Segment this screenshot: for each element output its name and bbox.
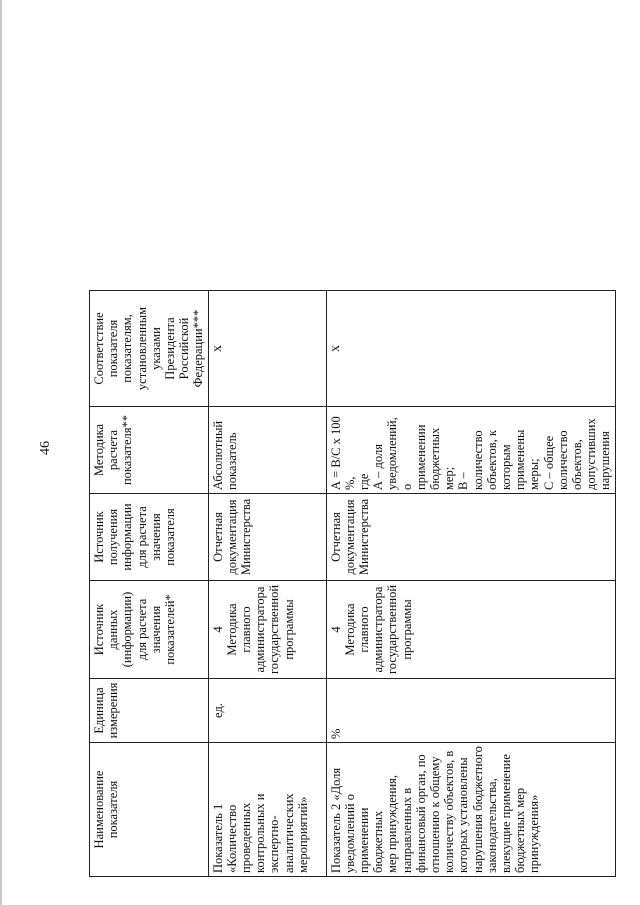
cell-line: 4: [210, 626, 225, 633]
cell-line: С – общее количество: [541, 430, 570, 490]
cell-line: В – количество: [456, 430, 485, 490]
cell-line: Федерации***: [191, 309, 206, 388]
cell-line: Единица: [92, 687, 106, 734]
cell-line: Министерства: [357, 498, 372, 576]
cell-line: влекущие применение: [499, 754, 514, 873]
row-2-info-source: [326, 494, 615, 581]
row-1-method: [208, 407, 326, 494]
cell-line: администратора: [253, 586, 268, 673]
cell-line: направленных в: [399, 787, 414, 873]
row-1-info-source: [208, 494, 326, 581]
cell-line: принуждения»: [527, 794, 542, 873]
cell-line: установленным: [134, 306, 149, 391]
cell-line: отношению к общему: [428, 756, 443, 873]
cell-line: применены меры;: [513, 429, 542, 490]
cell-line: для расчета: [134, 598, 149, 661]
row-1-compliance: х: [208, 291, 326, 407]
cell-line: А = В/С х 100 %,: [328, 416, 357, 490]
cell-line: получения: [106, 508, 121, 566]
page-left-edge: [0, 0, 2, 905]
cell-line: показателя: [106, 319, 121, 378]
row-2-compliance: х: [326, 291, 615, 407]
cell-line: показателей*: [163, 594, 178, 665]
cell-line: информации: [120, 503, 135, 571]
cell-line: Наименование: [92, 770, 106, 849]
table-row: [208, 33, 326, 877]
cell-line: документация: [224, 499, 239, 575]
cell-line: показателя: [163, 508, 178, 566]
cell-line: государственной: [385, 584, 400, 675]
cell-line: Министерства: [239, 498, 254, 576]
cell-line: Президента: [163, 317, 178, 380]
cell-line: применении бюджетных: [357, 807, 386, 873]
cell-line: указами: [148, 327, 163, 370]
indicators-table: [89, 32, 616, 877]
cell-line: значения: [148, 513, 163, 561]
header-unit: [90, 679, 209, 743]
cell-line: Источник: [92, 511, 106, 563]
cell-line: главного: [239, 606, 254, 653]
cell-line: нарушения: [598, 431, 613, 490]
cell-line: Показатель 1: [210, 803, 225, 873]
cell-line: измерения: [106, 682, 121, 739]
cell-line: Методика: [342, 603, 357, 656]
cell-line: значения: [148, 605, 163, 654]
cell-line: расчета показателя**: [106, 414, 135, 486]
table-row: [326, 33, 615, 877]
header-compliance: [90, 291, 209, 407]
cell-line: государственной: [267, 584, 282, 675]
cell-line: мероприятий»: [295, 796, 310, 873]
row-1-name: [208, 743, 326, 877]
cell-line: Методика: [92, 423, 106, 477]
row-2-method: [326, 407, 615, 494]
cell-line: аналитических: [281, 793, 296, 873]
rotated-table-container: [89, 32, 613, 877]
header-method: [90, 407, 209, 494]
cell-line: объектов, к которым: [484, 430, 514, 490]
row-1-data-source: [208, 581, 326, 679]
cell-line: объектов, допустивших: [570, 418, 599, 490]
cell-line: Абсолютный показатель: [210, 420, 239, 490]
cell-line: показателям,: [120, 314, 135, 383]
header-data-source: [90, 581, 209, 679]
cell-line: Показатель 2 «Доля: [328, 767, 343, 873]
cell-line: которых установлены: [456, 757, 471, 873]
cell-line: показателя: [106, 780, 121, 839]
cell-line: данных: [106, 609, 121, 650]
header-info-source: [90, 494, 209, 581]
cell-line: экспертно-: [267, 815, 282, 873]
cell-line: где: [357, 473, 372, 490]
cell-line: программы: [399, 599, 414, 660]
cell-line: бюджетных мер: [513, 787, 528, 873]
row-1-unit: ед.: [208, 679, 326, 743]
cell-line: количеству объектов, в: [442, 750, 457, 873]
cell-line: для расчета: [134, 506, 149, 568]
cell-line: Отчетная: [328, 512, 343, 562]
cell-line: администратора: [371, 586, 386, 673]
cell-line: программы: [281, 599, 296, 660]
row-2-unit: %: [326, 679, 615, 743]
cell-line: законодательства,: [484, 778, 499, 873]
cell-line: «Количество: [224, 804, 239, 873]
row-2-data-source: [326, 581, 615, 679]
table-header-row: [90, 33, 209, 877]
cell-line: контрольных и: [253, 793, 268, 873]
row-2-name: [326, 743, 615, 877]
cell-line: Российской: [177, 317, 192, 380]
cell-line: проведенных: [239, 802, 254, 873]
cell-line: А – доля уведомлений, о: [371, 417, 414, 490]
cell-line: Отчетная: [210, 512, 225, 562]
cell-line: применении бюджетных: [413, 424, 443, 490]
cell-line: Источник: [92, 603, 106, 656]
cell-line: Методика: [224, 603, 239, 656]
cell-line: Соответствие: [92, 312, 106, 385]
cell-line: мер принуждения,: [385, 774, 400, 873]
cell-line: документация: [342, 499, 357, 575]
cell-line: финансовый орган, по: [413, 754, 428, 873]
cell-line: мер;: [442, 466, 457, 490]
cell-line: нарушения бюджетного: [470, 746, 485, 873]
cell-line: (информации): [120, 591, 135, 668]
cell-line: 4: [328, 626, 343, 633]
cell-line: уведомлений о: [342, 794, 357, 873]
page-number: 46: [38, 441, 53, 455]
cell-line: главного: [357, 606, 372, 653]
header-name: [90, 743, 209, 877]
